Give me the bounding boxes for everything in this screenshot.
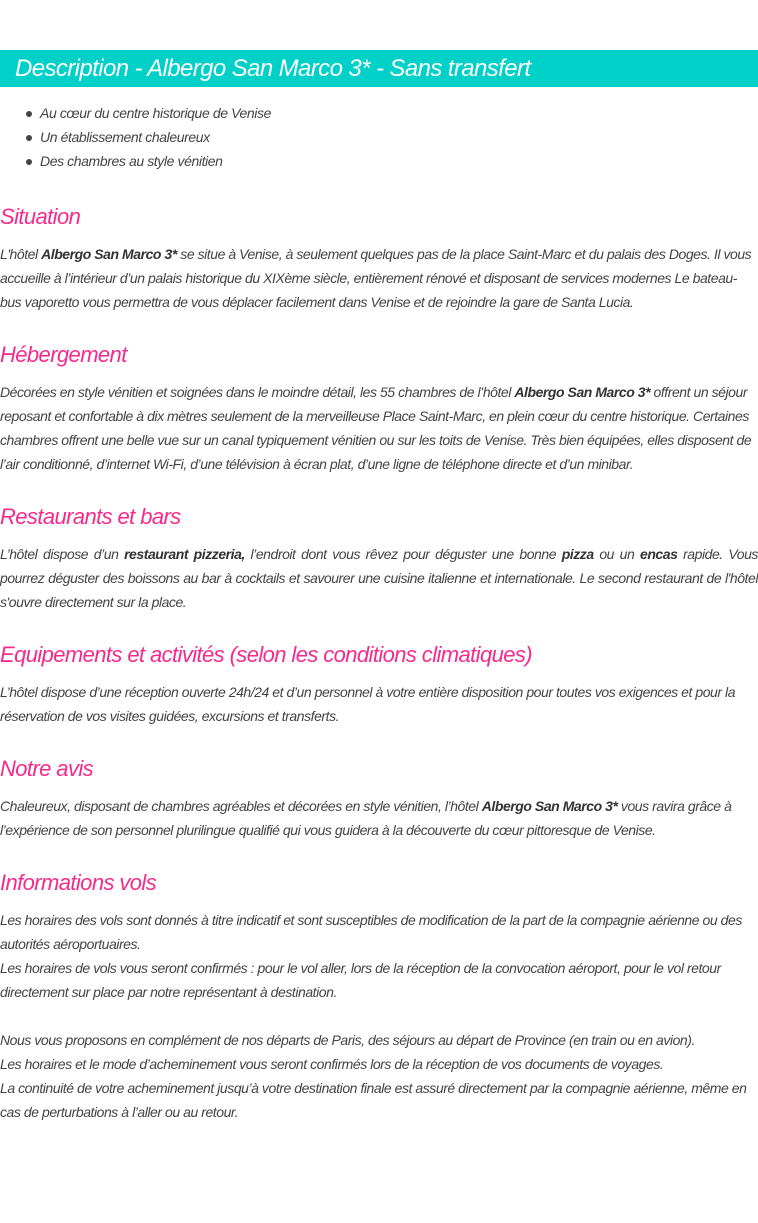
text: vous ravira grâce à l’expérience de son personnel plurilingue qualifié qui vous guidera à la découverte du cœur pittoresque de Venise. bbox=[0, 798, 732, 838]
section-informations-vols bbox=[0, 868, 758, 1124]
text: rapide. Vous pourrez déguster des boissons au bar à cocktails et savourer une cuisine italienne et internationale. Le second restaurant de l'hôtel s'ouvre directement sur la place. bbox=[0, 546, 758, 610]
hotel-name: Albergo San Marco 3* bbox=[514, 384, 651, 400]
text: L’hôtel dispose d’un bbox=[0, 546, 125, 562]
section-heading: Informations vols bbox=[0, 870, 157, 895]
text: Chaleureux, disposant de chambres agréables et décorées en style vénitien, l’hôtel bbox=[0, 798, 482, 814]
section-situation bbox=[0, 202, 758, 314]
highlight-item: Des chambres au style vénitien bbox=[25, 149, 758, 173]
highlight-item: Au cœur du centre historique de Venise bbox=[25, 101, 758, 125]
bold-text: restaurant pizzeria, bbox=[124, 546, 245, 562]
section-heading: Equipements et activités (selon les conditions climatiques) bbox=[0, 642, 532, 667]
text: se situe à Venise, à seulement quelques pas de la place Saint-Marc et du palais des Doges. Il vous accueille à l’intérieur d’un palais historique du XIXème siècle, entièrement rénové et disposant de services modernes Le bateau-bus vaporetto vous permettra de vous déplacer facilement dans Venise et de rejoindre la gare de Santa Lucia. bbox=[0, 246, 752, 310]
section-restaurants bbox=[0, 502, 758, 614]
section-paragraph: Les horaires de vols vous seront confirmés : pour le vol aller, lors de la réception de la convocation aéroport, pour le vol retour directement sur place par notre représentant à destination. bbox=[0, 960, 721, 1000]
highlights-list bbox=[0, 101, 758, 173]
section-hebergement bbox=[0, 340, 758, 476]
description-banner bbox=[0, 50, 758, 87]
text: offrent un séjour reposant et confortable à dix mètres seulement de la merveilleuse Place Saint-Marc, en plein cœur du centre historique. Certaines chambres offrent une belle vue sur un canal typiquement vénitien ou sur les toits de Venise. Très bien équipées, elles disposent de l’air conditionné, d’internet Wi-Fi, d’une télévision à écran plat, d’une ligne de téléphone directe et d’un minibar. bbox=[0, 384, 752, 472]
bold-text: pizza bbox=[561, 546, 594, 562]
hotel-description-page bbox=[0, 50, 758, 1124]
section-paragraph bbox=[0, 380, 758, 476]
highlight-item: Un établissement chaleureux bbox=[25, 125, 758, 149]
text: l’endroit dont vous rêvez pour déguster une bonne bbox=[244, 546, 562, 562]
section-heading: Restaurants et bars bbox=[0, 504, 181, 529]
hotel-name: Albergo San Marco 3* bbox=[481, 798, 618, 814]
text: ou un bbox=[593, 546, 640, 562]
section-paragraph: Les horaires et le mode d’acheminement vous seront confirmés lors de la réception de vos documents de voyages. bbox=[0, 1056, 664, 1072]
text: L'hôtel bbox=[0, 246, 42, 262]
hotel-name: Albergo San Marco 3* bbox=[41, 246, 177, 262]
section-heading: Notre avis bbox=[0, 756, 94, 781]
section-paragraph bbox=[0, 242, 758, 314]
page-title: Description - Albergo San Marco 3* - Sans transfert bbox=[15, 54, 531, 82]
section-heading: Situation bbox=[0, 204, 81, 229]
section-paragraph: L’hôtel dispose d’une réception ouverte 24h/24 et d’un personnel à votre entière disposition pour toutes vos exigences et pour la réservation de vos visites guidées, excursions et transferts. bbox=[0, 684, 736, 724]
section-paragraph: Les horaires des vols sont donnés à titre indicatif et sont susceptibles de modification de la part de la compagnie aérienne ou des autorités aéroportuaires. bbox=[0, 912, 742, 952]
section-paragraph: Nous vous proposons en complément de nos départs de Paris, des séjours au départ de Province (en train ou en avion). bbox=[0, 1032, 695, 1048]
section-heading: Hébergement bbox=[0, 342, 127, 367]
bold-text: encas bbox=[639, 546, 678, 562]
text: Décorées en style vénitien et soignées dans le moindre détail, les 55 chambres de l’hôtel bbox=[0, 384, 515, 400]
section-paragraph: La continuité de votre acheminement jusqu’à votre destination finale est assuré directement par la compagnie aérienne, même en cas de perturbations à l’aller ou au retour. bbox=[0, 1080, 747, 1120]
section-notre-avis bbox=[0, 754, 758, 842]
section-paragraph bbox=[0, 542, 758, 614]
section-paragraph bbox=[0, 794, 758, 842]
section-equipements bbox=[0, 640, 758, 728]
